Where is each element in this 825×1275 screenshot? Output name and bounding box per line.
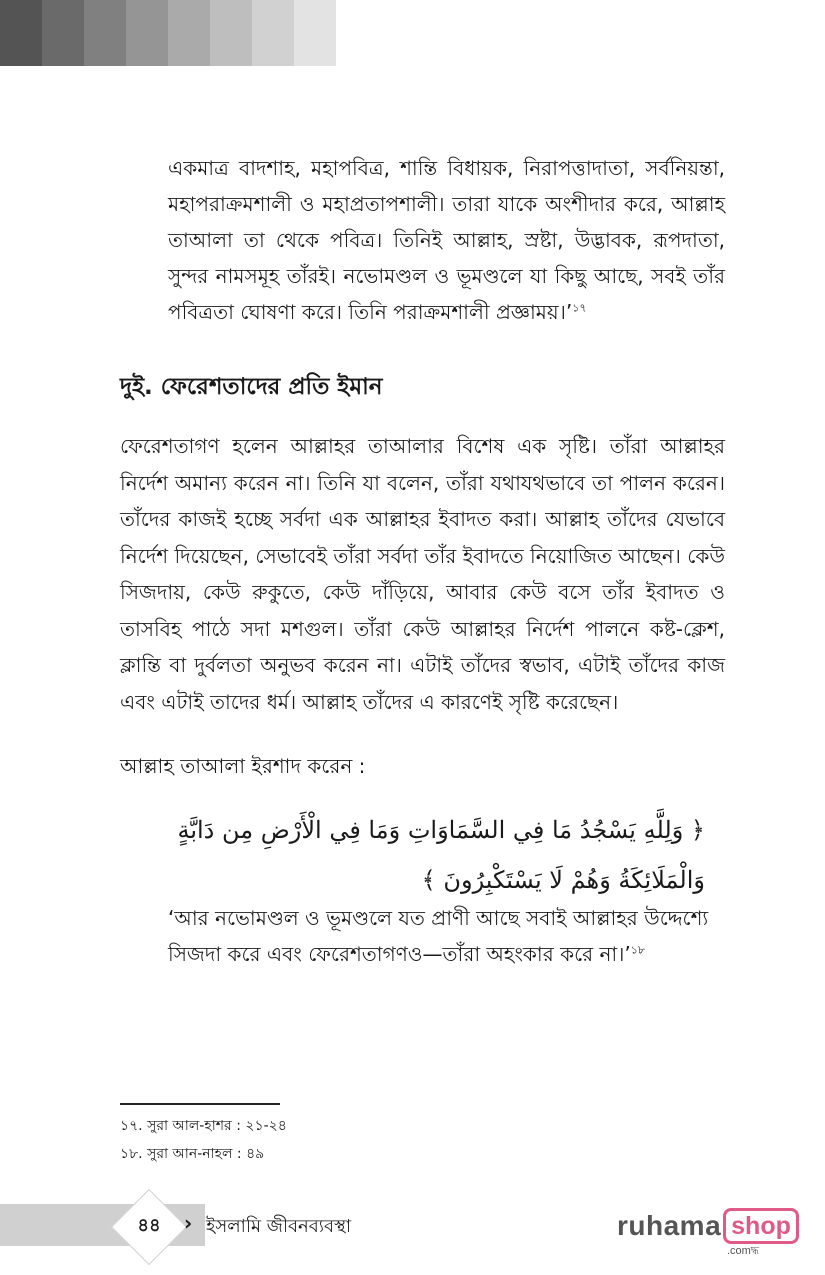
logo-text: ruhama bbox=[617, 1210, 722, 1241]
gradient-block bbox=[294, 0, 336, 66]
chevron-right-icon: › bbox=[184, 1211, 193, 1235]
gradient-block bbox=[84, 0, 126, 66]
translation-text: ‘আর নভোমণ্ডল ও ভূমণ্ডলে যত প্রাণী আছে সবাই আল্লাহর উদ্দেশ্যে সিজদা করে এবং ফেরেশতাগণও—তাঁরা অহংকার করে না।’ bbox=[168, 906, 709, 966]
footnote-divider bbox=[120, 1103, 280, 1105]
quote-text: একমাত্র বাদশাহ, মহাপবিত্র, শান্তি বিধায়ক, নিরাপত্তাদাতা, সর্বনিয়ন্তা, মহাপরাক্রমশালী ও মহাপ্রতাপশালী। তারা যাকে অংশীদার করে, আল্লাহ তাআলা তা থেকে পবিত্র। তিনিই আল্লাহ, স্রষ্টা, উদ্ভাবক, রূপদাতা, সুন্দর নামসমূহ তাঁরই। নভোমণ্ডল ও ভূমণ্ডলে যা কিছু আছে, সবই তাঁর পবিত্রতা ঘোষণা করে। তিনি পরাক্রমশালী প্রজ্ঞাময়।’ bbox=[168, 156, 725, 324]
verse-lead-in: আল্লাহ তাআলা ইরশাদ করেন : bbox=[120, 754, 366, 778]
logo-shop-box: shop bbox=[723, 1208, 799, 1244]
footnote-ref-18[interactable]: ১৮ bbox=[630, 943, 645, 957]
gradient-block bbox=[126, 0, 168, 66]
page-number: ৪৪ bbox=[137, 1215, 161, 1236]
quote-continuation bbox=[168, 150, 725, 330]
body-paragraph: ফেরেশতাগণ হলেন আল্লাহর তাআলার বিশেষ এক সৃষ্টি। তাঁরা আল্লাহর নির্দেশ অমান্য করেন না। তিনি যা বলেন, তাঁরা যথাযথভাবে তা পালন করেন। তাঁদের কাজই হচ্ছে সর্বদা এক আল্লাহর ইবাদত করা। আল্লাহ তাঁদের যেভাবে নির্দেশ দিয়েছেন, সেভাবেই তাঁরা সর্বদা তাঁর ইবাদতে নিয়োজিত আছেন। কেউ সিজদায়, কেউ রুকুতে, কেউ দাঁড়িয়ে, আবার কেউ বসে তাঁর ইবাদত ও তাসবিহ পাঠে সদা মশগুল। তাঁরা কেউ আল্লাহর নির্দেশ পালনে কষ্ট-ক্লেশ, ক্লান্তি বা দুর্বলতা অনুভব করেন না। এটাই তাঁদের স্বভাব, এটাই তাঁদের কাজ এবং এটাই তাদের ধর্ম। আল্লাহ তাঁদের এ কারণেই সৃষ্টি করেছেন। bbox=[120, 434, 725, 714]
footnote-ref-17[interactable]: ১৭ bbox=[572, 301, 587, 315]
gradient-block bbox=[0, 0, 42, 66]
gradient-block bbox=[210, 0, 252, 66]
publisher-logo[interactable] bbox=[617, 1208, 799, 1257]
logo-subtext: .comদ্ধ bbox=[727, 1245, 759, 1257]
footnote-18: ১৮. সুরা আন-নাহল : ৪৯ bbox=[120, 1146, 265, 1162]
section-heading: দুই. ফেরেশতাদের প্রতি ইমান bbox=[120, 374, 383, 400]
verse-translation bbox=[168, 900, 728, 972]
arabic-verse: ﴿ وَلِلَّهِ يَسْجُدُ مَا فِي السَّمَاوَاتِ وَمَا فِي الْأَرْضِ مِن دَابَّةٍ وَالْمَلَائِكَةُ وَهُمْ لَا يَسْتَكْبِرُونَ ﴾ bbox=[177, 816, 705, 894]
gradient-block bbox=[252, 0, 294, 66]
gradient-block bbox=[42, 0, 84, 66]
gradient-block bbox=[168, 0, 210, 66]
footnote-17: ১৭. সুরা আল-হাশর : ২১-২৪ bbox=[120, 1118, 287, 1134]
book-title: ইসলামি জীবনব্যবস্থা bbox=[206, 1216, 352, 1237]
header-gradient-bar bbox=[0, 0, 336, 66]
